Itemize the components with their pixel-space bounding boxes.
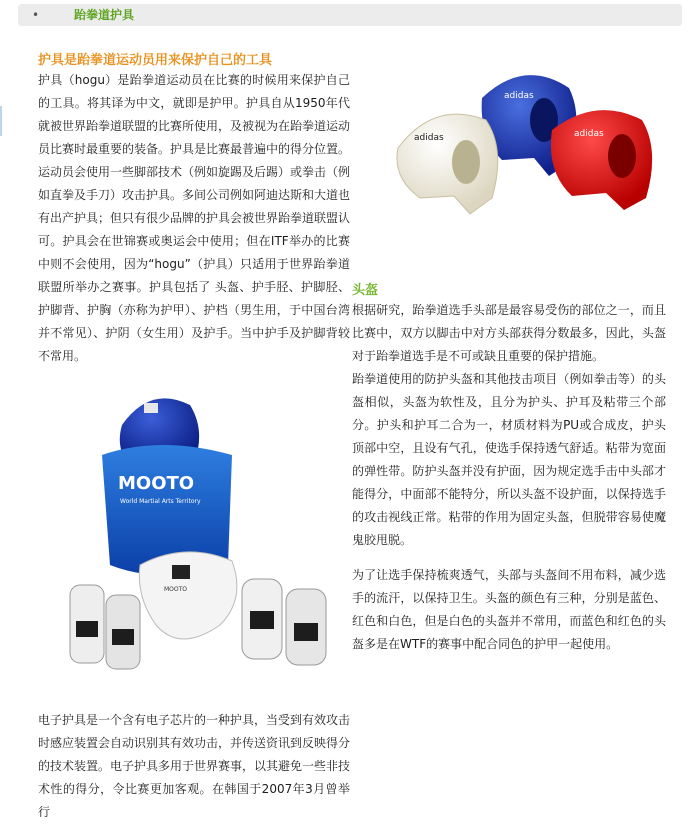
vest-brand-text: MOOTO [118,473,195,494]
helmet-paragraph-2: 跆拳道使用的防护头盔和其他技击项目（例如拳击等）的头盔相似，头盔为软性及，且分为护头、护耳及粘带三个部分。护头和护耳二合为一，材质材料为PU或合成皮，护头顶部中空，且设有气孔，使选手保持透气舒适。粘带为宽面的弹性带。防护头盔并没有护面，因为规定选手击中头部才能得分，中面部不能特分，所以头盔不设护面，以保持选手的攻击视线正常。粘带的作用为固定头盔，但脱带容易使魔鬼胶甩脱。 [352,372,666,547]
gear-groin-guard [139,552,237,639]
intro-heading: 护具是跆拳道运动员用来保护自己的工具 [38,53,273,68]
protective-gear-image [60,385,342,673]
svg-text:adidas: adidas [574,129,604,139]
svg-text:adidas: adidas [414,133,444,143]
gear-shin-guards [70,585,140,669]
section-header-bar [18,4,682,26]
section-title: 跆拳道护具 [74,8,135,22]
helmet-paragraph-3: 为了让选手保持梳爽透气，头部与头盔间不用布料，减少选手的流汗，以保持卫生。头盔的颜色有三种，分别是蓝色、红色和白色，但是白色的头盔并不常用，而蓝色和红色的头盔多是在WTF的赛事中配合同色的护甲一起使用。 [352,568,666,651]
vest-tagline-text: World Martial Arts Territory [120,498,201,505]
gear-forearm-guards [242,579,326,665]
helmets-image [384,58,668,236]
guard-brand-text: MOOTO [164,586,188,593]
red-helmet [551,110,652,210]
electronic-gear-paragraph: 电子护具是一个含有电子芯片的一种护具，当受到有效攻击时感应装置会自动识别其有效功击，并传送资讯到反映得分的技术装置。电子护具多用于世界赛事，以其避免一些非技术性的得分，令比赛更加客观。在韩国于2007年3月曾举行 [38,713,351,819]
intro-paragraph: 护具（hogu）是跆拳道运动员在比赛的时候用来保护自己的工具。将其译为中文，就即是护甲。护具自从1950年代就被世界跆拳道联盟的比赛所使用，及被视为在跆拳道运动员比赛时最重要的装备。护具是比赛最普遍中的得分位置。运动员会使用一些脚部技术（例如旋踢及后踢）或拳击（例如直拳及手刀）攻击护具。多间公司例如阿迪达斯和大道也有出产护具；但只有很少品牌的护具会被世界跆拳道联盟认可。护具会在世锦赛或奥运会中使用；但在ITF举办的比赛中则不会使用，因为“hogu”（护具）只适用于世界跆拳道联盟所举办之赛事。护具包括了 头盔、护手胫、护脚胫、护脚背、护胸（亦称为护甲）、护档（男生用，于中国台湾并不常见）、护阴（女生用）及护手。当中护手及护脚背较不常用。 [38,73,351,363]
left-edge-marker [0,106,2,136]
helmet-heading: 头盔 [352,283,379,298]
bullet-icon: • [32,8,40,22]
white-helmet [397,114,498,214]
helmet-paragraph-1: 根据研究，跆拳道选手头部是最容易受伤的部位之一，而且比赛中，双方以脚击中对方头部获得分数最多，因此，头盔对于跆拳道选手是不可或缺且重要的保护措施。 [352,303,666,363]
svg-text:adidas: adidas [504,91,534,101]
